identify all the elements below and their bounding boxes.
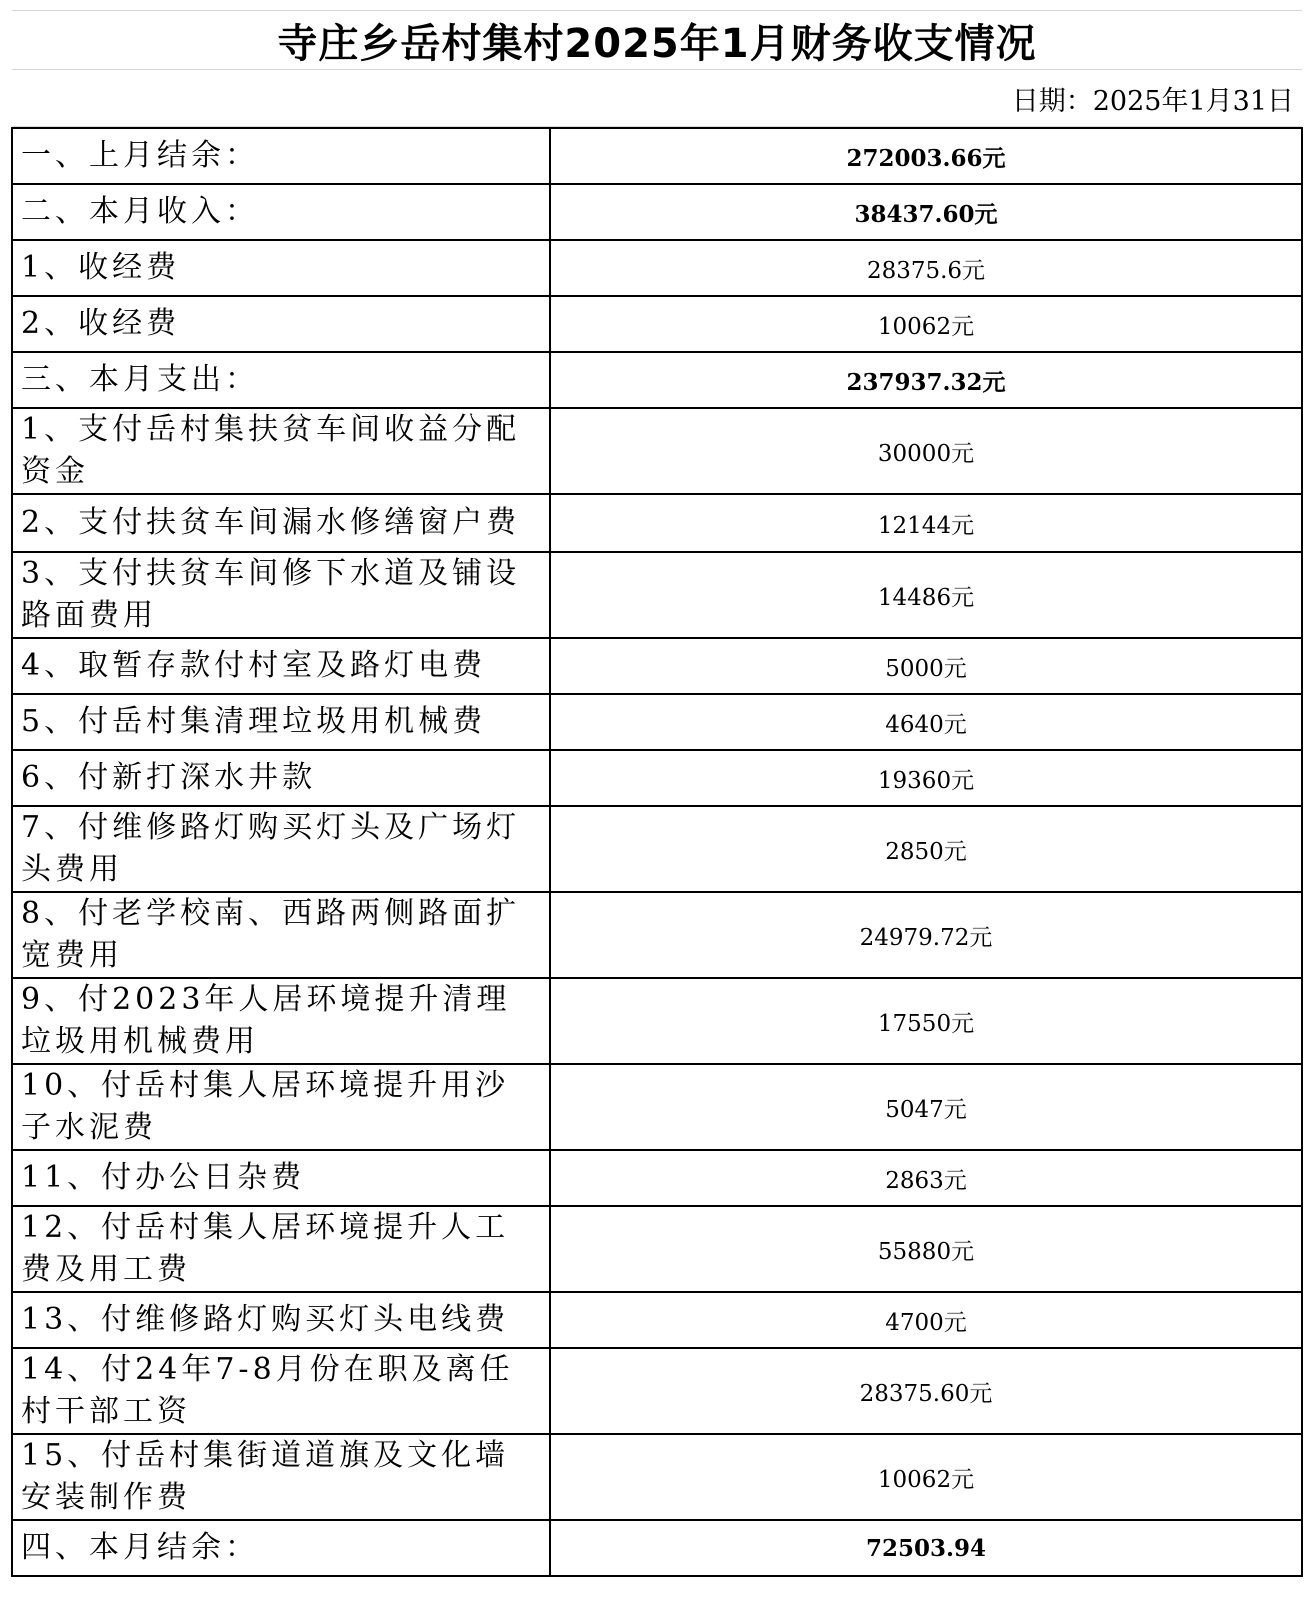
row-amount: 10062元	[550, 1434, 1302, 1520]
row-label: 2、支付扶贫车间漏水修缮窗户费	[12, 494, 550, 552]
row-amount: 10062元	[550, 296, 1302, 352]
row-label: 5、付岳村集清理垃圾用机械费	[12, 694, 550, 750]
row-amount: 38437.60元	[550, 184, 1302, 240]
table-row	[12, 128, 1302, 184]
row-label: 12、付岳村集人居环境提升人工费及用工费	[12, 1206, 550, 1292]
row-amount: 72503.94	[550, 1520, 1302, 1576]
row-label: 9、付2023年人居环境提升清理垃圾用机械费用	[12, 978, 550, 1064]
row-amount: 4640元	[550, 694, 1302, 750]
row-amount: 5047元	[550, 1064, 1302, 1150]
table-row	[12, 1292, 1302, 1348]
table-row	[12, 1434, 1302, 1520]
page-title: 寺庄乡岳村集村2025年1月财务收支情况	[277, 20, 1037, 67]
row-amount: 28375.60元	[550, 1348, 1302, 1434]
table-row	[12, 978, 1302, 1064]
row-amount: 272003.66元	[550, 128, 1302, 184]
row-amount: 2863元	[550, 1150, 1302, 1206]
row-label: 三、本月支出：	[12, 352, 550, 408]
row-amount: 19360元	[550, 750, 1302, 806]
title-row	[12, 10, 1302, 70]
row-amount: 4700元	[550, 1292, 1302, 1348]
finance-table	[11, 127, 1303, 1577]
table-row	[12, 1150, 1302, 1206]
table-row	[12, 494, 1302, 552]
row-label: 8、付老学校南、西路两侧路面扩宽费用	[12, 892, 550, 978]
date-row	[12, 70, 1302, 127]
row-amount: 12144元	[550, 494, 1302, 552]
row-label: 14、付24年7-8月份在职及离任村干部工资	[12, 1348, 550, 1434]
table-row	[12, 806, 1302, 892]
table-row	[12, 552, 1302, 638]
row-amount: 17550元	[550, 978, 1302, 1064]
table-row	[12, 240, 1302, 296]
row-label: 一、上月结余：	[12, 128, 550, 184]
row-label: 3、支付扶贫车间修下水道及铺设路面费用	[12, 552, 550, 638]
finance-sheet	[12, 10, 1302, 1577]
report-date: 日期：2025年1月31日	[1011, 85, 1294, 117]
row-label: 11、付办公日杂费	[12, 1150, 550, 1206]
row-label: 1、收经费	[12, 240, 550, 296]
table-row	[12, 694, 1302, 750]
row-label: 10、付岳村集人居环境提升用沙子水泥费	[12, 1064, 550, 1150]
table-row	[12, 296, 1302, 352]
row-label: 6、付新打深水井款	[12, 750, 550, 806]
row-label: 4、取暂存款付村室及路灯电费	[12, 638, 550, 694]
table-row	[12, 1520, 1302, 1576]
table-row	[12, 1064, 1302, 1150]
row-label: 2、收经费	[12, 296, 550, 352]
row-label: 二、本月收入：	[12, 184, 550, 240]
table-row	[12, 184, 1302, 240]
table-row	[12, 892, 1302, 978]
table-row	[12, 352, 1302, 408]
row-amount: 55880元	[550, 1206, 1302, 1292]
table-row	[12, 750, 1302, 806]
row-amount: 30000元	[550, 408, 1302, 494]
row-amount: 2850元	[550, 806, 1302, 892]
row-label: 1、支付岳村集扶贫车间收益分配资金	[12, 408, 550, 494]
row-amount: 28375.6元	[550, 240, 1302, 296]
row-amount: 24979.72元	[550, 892, 1302, 978]
row-label: 四、本月结余：	[12, 1520, 550, 1576]
table-row	[12, 1348, 1302, 1434]
row-amount: 14486元	[550, 552, 1302, 638]
table-row	[12, 1206, 1302, 1292]
table-row	[12, 408, 1302, 494]
row-label: 7、付维修路灯购买灯头及广场灯头费用	[12, 806, 550, 892]
row-amount: 5000元	[550, 638, 1302, 694]
row-label: 13、付维修路灯购买灯头电线费	[12, 1292, 550, 1348]
table-row	[12, 638, 1302, 694]
row-amount: 237937.32元	[550, 352, 1302, 408]
row-label: 15、付岳村集街道道旗及文化墙安装制作费	[12, 1434, 550, 1520]
